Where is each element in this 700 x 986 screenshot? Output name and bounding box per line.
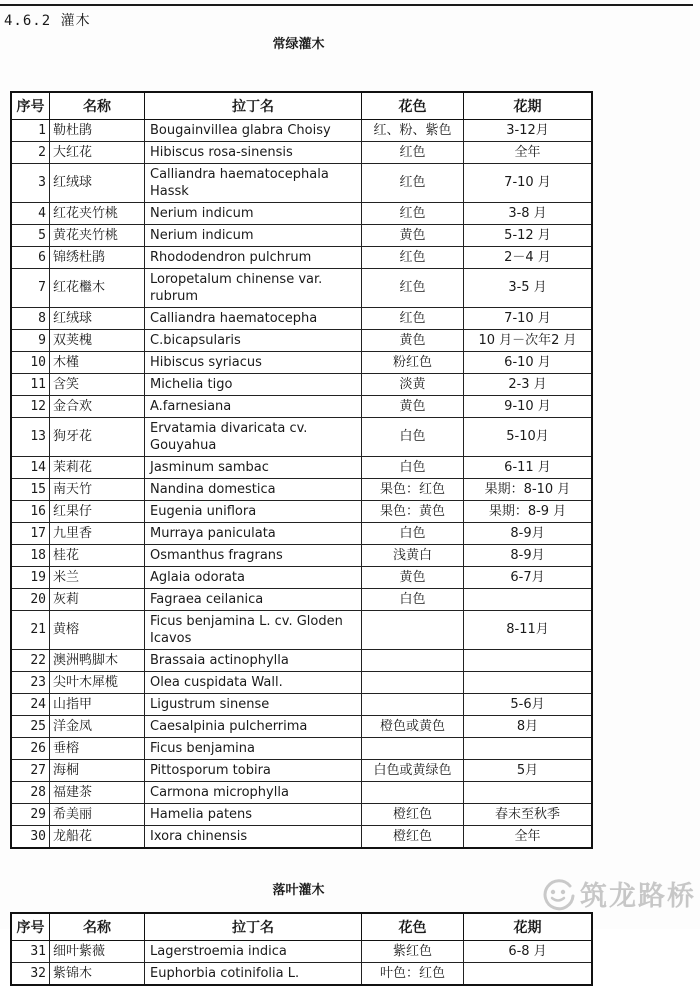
table-row bbox=[11, 650, 592, 672]
table-cell bbox=[362, 782, 464, 804]
table-cell: 17 bbox=[11, 523, 50, 545]
table-cell: 8-11月 bbox=[464, 611, 593, 650]
table-cell: A.farnesiana bbox=[145, 396, 362, 418]
table-cell: Brassaia actinophylla bbox=[145, 650, 362, 672]
table-cell: Ficus benjamina L. cv. Gloden Icavos bbox=[145, 611, 362, 650]
table-cell: 10 bbox=[11, 352, 50, 374]
column-header: 名称 bbox=[50, 92, 145, 120]
table-cell: 11 bbox=[11, 374, 50, 396]
table-cell: 3-5 月 bbox=[464, 269, 593, 308]
top-rule bbox=[0, 4, 693, 6]
table-cell: Hibiscus syriacus bbox=[145, 352, 362, 374]
table-cell bbox=[362, 650, 464, 672]
table-cell: 黄榕 bbox=[50, 611, 145, 650]
table-cell: 25 bbox=[11, 716, 50, 738]
column-header: 名称 bbox=[50, 913, 145, 941]
table-cell: 30 bbox=[11, 826, 50, 849]
table-cell: 紫锦木 bbox=[50, 963, 145, 986]
table-cell: 3 bbox=[11, 164, 50, 203]
table-cell: 米兰 bbox=[50, 567, 145, 589]
table-cell: 8月 bbox=[464, 716, 593, 738]
table-row bbox=[11, 164, 592, 203]
table-cell: 白色或黄绿色 bbox=[362, 760, 464, 782]
table-cell: 果期：8-10 月 bbox=[464, 479, 593, 501]
table-cell: 9 bbox=[11, 330, 50, 352]
table-row bbox=[11, 567, 592, 589]
table-cell: 福建茶 bbox=[50, 782, 145, 804]
table-cell: 15 bbox=[11, 479, 50, 501]
table-cell: 8-9月 bbox=[464, 545, 593, 567]
table-cell: Hibiscus rosa-sinensis bbox=[145, 142, 362, 164]
table-row bbox=[11, 545, 592, 567]
deciduous-shrubs-table bbox=[10, 912, 593, 986]
table-cell: Nerium indicum bbox=[145, 203, 362, 225]
table-row bbox=[11, 826, 592, 849]
table-cell: 22 bbox=[11, 650, 50, 672]
table-cell: 白色 bbox=[362, 418, 464, 457]
table-cell: 橙色或黄色 bbox=[362, 716, 464, 738]
table-row bbox=[11, 225, 592, 247]
table-cell: 2 bbox=[11, 142, 50, 164]
table-cell: 灰莉 bbox=[50, 589, 145, 611]
watermark bbox=[540, 874, 696, 913]
table-cell: Aglaia odorata bbox=[145, 567, 362, 589]
table-cell bbox=[464, 738, 593, 760]
table-row bbox=[11, 418, 592, 457]
table-cell: 红花檵木 bbox=[50, 269, 145, 308]
table-cell: 21 bbox=[11, 611, 50, 650]
table-cell: 红花夹竹桃 bbox=[50, 203, 145, 225]
table-cell bbox=[464, 650, 593, 672]
table-cell: 7-10 月 bbox=[464, 164, 593, 203]
table-cell: 锦绣杜鹃 bbox=[50, 247, 145, 269]
table-cell: 黄色 bbox=[362, 225, 464, 247]
table-cell: 26 bbox=[11, 738, 50, 760]
table-cell: 2－4 月 bbox=[464, 247, 593, 269]
table-row bbox=[11, 716, 592, 738]
table-cell: 红色 bbox=[362, 308, 464, 330]
table-row bbox=[11, 479, 592, 501]
table-cell: 南天竹 bbox=[50, 479, 145, 501]
table-cell: 白色 bbox=[362, 589, 464, 611]
table-cell: Nerium indicum bbox=[145, 225, 362, 247]
table-cell: 28 bbox=[11, 782, 50, 804]
table-cell bbox=[362, 672, 464, 694]
table-row bbox=[11, 501, 592, 523]
table-cell: Lagerstroemia indica bbox=[145, 941, 362, 963]
table-row bbox=[11, 374, 592, 396]
table-cell: 双荚槐 bbox=[50, 330, 145, 352]
table-cell: Olea cuspidata Wall. bbox=[145, 672, 362, 694]
table-cell: 3-8 月 bbox=[464, 203, 593, 225]
table-cell: 浅黄白 bbox=[362, 545, 464, 567]
header-row bbox=[11, 913, 592, 941]
table-row bbox=[11, 269, 592, 308]
table-cell: 含笑 bbox=[50, 374, 145, 396]
table-cell bbox=[362, 694, 464, 716]
table-cell: 6-7月 bbox=[464, 567, 593, 589]
table-cell: Calliandra haematocepha bbox=[145, 308, 362, 330]
table-cell: 黄色 bbox=[362, 330, 464, 352]
table-cell: 龙船花 bbox=[50, 826, 145, 849]
table-cell: 18 bbox=[11, 545, 50, 567]
table-cell: 全年 bbox=[464, 142, 593, 164]
table-cell: Ligustrum sinense bbox=[145, 694, 362, 716]
table-cell: 20 bbox=[11, 589, 50, 611]
table-cell: 红色 bbox=[362, 142, 464, 164]
table-cell bbox=[464, 963, 593, 986]
column-header: 拉丁名 bbox=[145, 92, 362, 120]
table-cell: Ixora chinensis bbox=[145, 826, 362, 849]
table-cell: 5-12 月 bbox=[464, 225, 593, 247]
table-cell: 淡黄 bbox=[362, 374, 464, 396]
table-cell: 紫红色 bbox=[362, 941, 464, 963]
table-cell: 大红花 bbox=[50, 142, 145, 164]
table-cell: 垂榕 bbox=[50, 738, 145, 760]
table-cell: Rhododendron pulchrum bbox=[145, 247, 362, 269]
table-row bbox=[11, 782, 592, 804]
table-cell: 红色 bbox=[362, 164, 464, 203]
table-cell: 茉莉花 bbox=[50, 457, 145, 479]
table-cell: 31 bbox=[11, 941, 50, 963]
table-cell: 细叶紫薇 bbox=[50, 941, 145, 963]
table-cell: 1 bbox=[11, 120, 50, 142]
table-cell: 勒杜鹃 bbox=[50, 120, 145, 142]
table-cell: 6 bbox=[11, 247, 50, 269]
evergreen-shrubs-title: 常绿灌木 bbox=[272, 37, 325, 52]
table-cell bbox=[464, 672, 593, 694]
table-cell: 果色：黄色 bbox=[362, 501, 464, 523]
table-cell: 橙红色 bbox=[362, 804, 464, 826]
table-cell: 黄色 bbox=[362, 396, 464, 418]
table-cell: 橙红色 bbox=[362, 826, 464, 849]
table-cell bbox=[362, 611, 464, 650]
table-cell: Calliandra haematocephala Hassk bbox=[145, 164, 362, 203]
table-cell: 春末至秋季 bbox=[464, 804, 593, 826]
table-cell: 19 bbox=[11, 567, 50, 589]
column-header: 花色 bbox=[362, 913, 464, 941]
table-cell: 6-10 月 bbox=[464, 352, 593, 374]
table-cell: 29 bbox=[11, 804, 50, 826]
watermark-text: 筑龙路桥 bbox=[580, 881, 696, 912]
table-cell: Ervatamia divaricata cv. Gouyahua bbox=[145, 418, 362, 457]
table-row bbox=[11, 120, 592, 142]
table-cell: 10 月－次年2 月 bbox=[464, 330, 593, 352]
table-row bbox=[11, 804, 592, 826]
table-cell: 2-3 月 bbox=[464, 374, 593, 396]
table-cell: 4 bbox=[11, 203, 50, 225]
table-cell: 果期：8-9 月 bbox=[464, 501, 593, 523]
table-cell: 13 bbox=[11, 418, 50, 457]
table-cell: 尖叶木犀榄 bbox=[50, 672, 145, 694]
table-row bbox=[11, 589, 592, 611]
table-cell: 16 bbox=[11, 501, 50, 523]
table-cell: 红果仔 bbox=[50, 501, 145, 523]
table-cell: 24 bbox=[11, 694, 50, 716]
table-cell: 23 bbox=[11, 672, 50, 694]
table-cell: 九里香 bbox=[50, 523, 145, 545]
table-cell: Osmanthus fragrans bbox=[145, 545, 362, 567]
table-cell: 全年 bbox=[464, 826, 593, 849]
table-cell bbox=[464, 782, 593, 804]
table-row bbox=[11, 523, 592, 545]
table-cell: 红色 bbox=[362, 203, 464, 225]
table-cell: 8 bbox=[11, 308, 50, 330]
column-header: 花期 bbox=[464, 913, 593, 941]
deciduous-shrubs-title: 落叶灌木 bbox=[272, 883, 325, 898]
table-row bbox=[11, 941, 592, 963]
table-cell: 6-8 月 bbox=[464, 941, 593, 963]
table-cell: 果色：红色 bbox=[362, 479, 464, 501]
table-cell: Caesalpinia pulcherrima bbox=[145, 716, 362, 738]
table-cell: 希美丽 bbox=[50, 804, 145, 826]
table-cell: 白色 bbox=[362, 457, 464, 479]
table-cell: 粉红色 bbox=[362, 352, 464, 374]
column-header: 花色 bbox=[362, 92, 464, 120]
table-cell: Carmona microphylla bbox=[145, 782, 362, 804]
table-row bbox=[11, 457, 592, 479]
table-cell: 红色 bbox=[362, 247, 464, 269]
table-cell: 红绒球 bbox=[50, 308, 145, 330]
table-cell: Ficus benjamina bbox=[145, 738, 362, 760]
column-header: 序号 bbox=[11, 92, 50, 120]
table-cell: Fagraea ceilanica bbox=[145, 589, 362, 611]
table-cell: 5月 bbox=[464, 760, 593, 782]
table-cell: 32 bbox=[11, 963, 50, 986]
table-cell: 8-9月 bbox=[464, 523, 593, 545]
table-cell: 黄花夹竹桃 bbox=[50, 225, 145, 247]
table-cell: 红、粉、紫色 bbox=[362, 120, 464, 142]
table-row bbox=[11, 247, 592, 269]
table-cell: 金合欢 bbox=[50, 396, 145, 418]
zhulong-smiley-logo-icon bbox=[540, 876, 576, 912]
table-row bbox=[11, 330, 592, 352]
table-row bbox=[11, 142, 592, 164]
table-cell: Bougainvillea glabra Choisy bbox=[145, 120, 362, 142]
table-cell bbox=[464, 589, 593, 611]
table-cell: 红色 bbox=[362, 269, 464, 308]
table-row bbox=[11, 611, 592, 650]
table-cell: 3-12月 bbox=[464, 120, 593, 142]
table-cell bbox=[362, 738, 464, 760]
table-row bbox=[11, 760, 592, 782]
table-cell: 7 bbox=[11, 269, 50, 308]
column-header: 拉丁名 bbox=[145, 913, 362, 941]
evergreen-shrubs-table bbox=[10, 91, 593, 849]
table-row bbox=[11, 203, 592, 225]
table-cell: 木槿 bbox=[50, 352, 145, 374]
table-row bbox=[11, 396, 592, 418]
table-row bbox=[11, 308, 592, 330]
column-header: 序号 bbox=[11, 913, 50, 941]
table-row bbox=[11, 352, 592, 374]
table-cell: 白色 bbox=[362, 523, 464, 545]
table-cell: Hamelia patens bbox=[145, 804, 362, 826]
column-header: 花期 bbox=[464, 92, 593, 120]
table-cell: 洋金凤 bbox=[50, 716, 145, 738]
table-cell: 5 bbox=[11, 225, 50, 247]
table-cell: 6-11 月 bbox=[464, 457, 593, 479]
table-cell: 狗牙花 bbox=[50, 418, 145, 457]
table-cell: Pittosporum tobira bbox=[145, 760, 362, 782]
table-cell: Nandina domestica bbox=[145, 479, 362, 501]
table-cell: C.bicapsularis bbox=[145, 330, 362, 352]
table-cell: 澳洲鸭脚木 bbox=[50, 650, 145, 672]
table-cell: 叶色：红色 bbox=[362, 963, 464, 986]
table-row bbox=[11, 738, 592, 760]
table-cell: 9-10 月 bbox=[464, 396, 593, 418]
table-cell: 27 bbox=[11, 760, 50, 782]
table-row bbox=[11, 963, 592, 986]
table-row bbox=[11, 672, 592, 694]
section-heading: 4.6.2 灌木 bbox=[4, 13, 91, 29]
table-row bbox=[11, 694, 592, 716]
table-cell: Loropetalum chinense var. rubrum bbox=[145, 269, 362, 308]
table-cell: Murraya paniculata bbox=[145, 523, 362, 545]
table-cell: 5-6月 bbox=[464, 694, 593, 716]
table-cell: Eugenia uniflora bbox=[145, 501, 362, 523]
table-cell: 山指甲 bbox=[50, 694, 145, 716]
header-row bbox=[11, 92, 592, 120]
table-cell: 桂花 bbox=[50, 545, 145, 567]
table-cell: Michelia tigo bbox=[145, 374, 362, 396]
table-cell: 7-10 月 bbox=[464, 308, 593, 330]
table-cell: 红绒球 bbox=[50, 164, 145, 203]
table-cell: 黄色 bbox=[362, 567, 464, 589]
table-cell: 14 bbox=[11, 457, 50, 479]
table-cell: Jasminum sambac bbox=[145, 457, 362, 479]
table-cell: 12 bbox=[11, 396, 50, 418]
table-cell: 5-10月 bbox=[464, 418, 593, 457]
table-cell: Euphorbia cotinifolia L. bbox=[145, 963, 362, 986]
table-cell: 海桐 bbox=[50, 760, 145, 782]
